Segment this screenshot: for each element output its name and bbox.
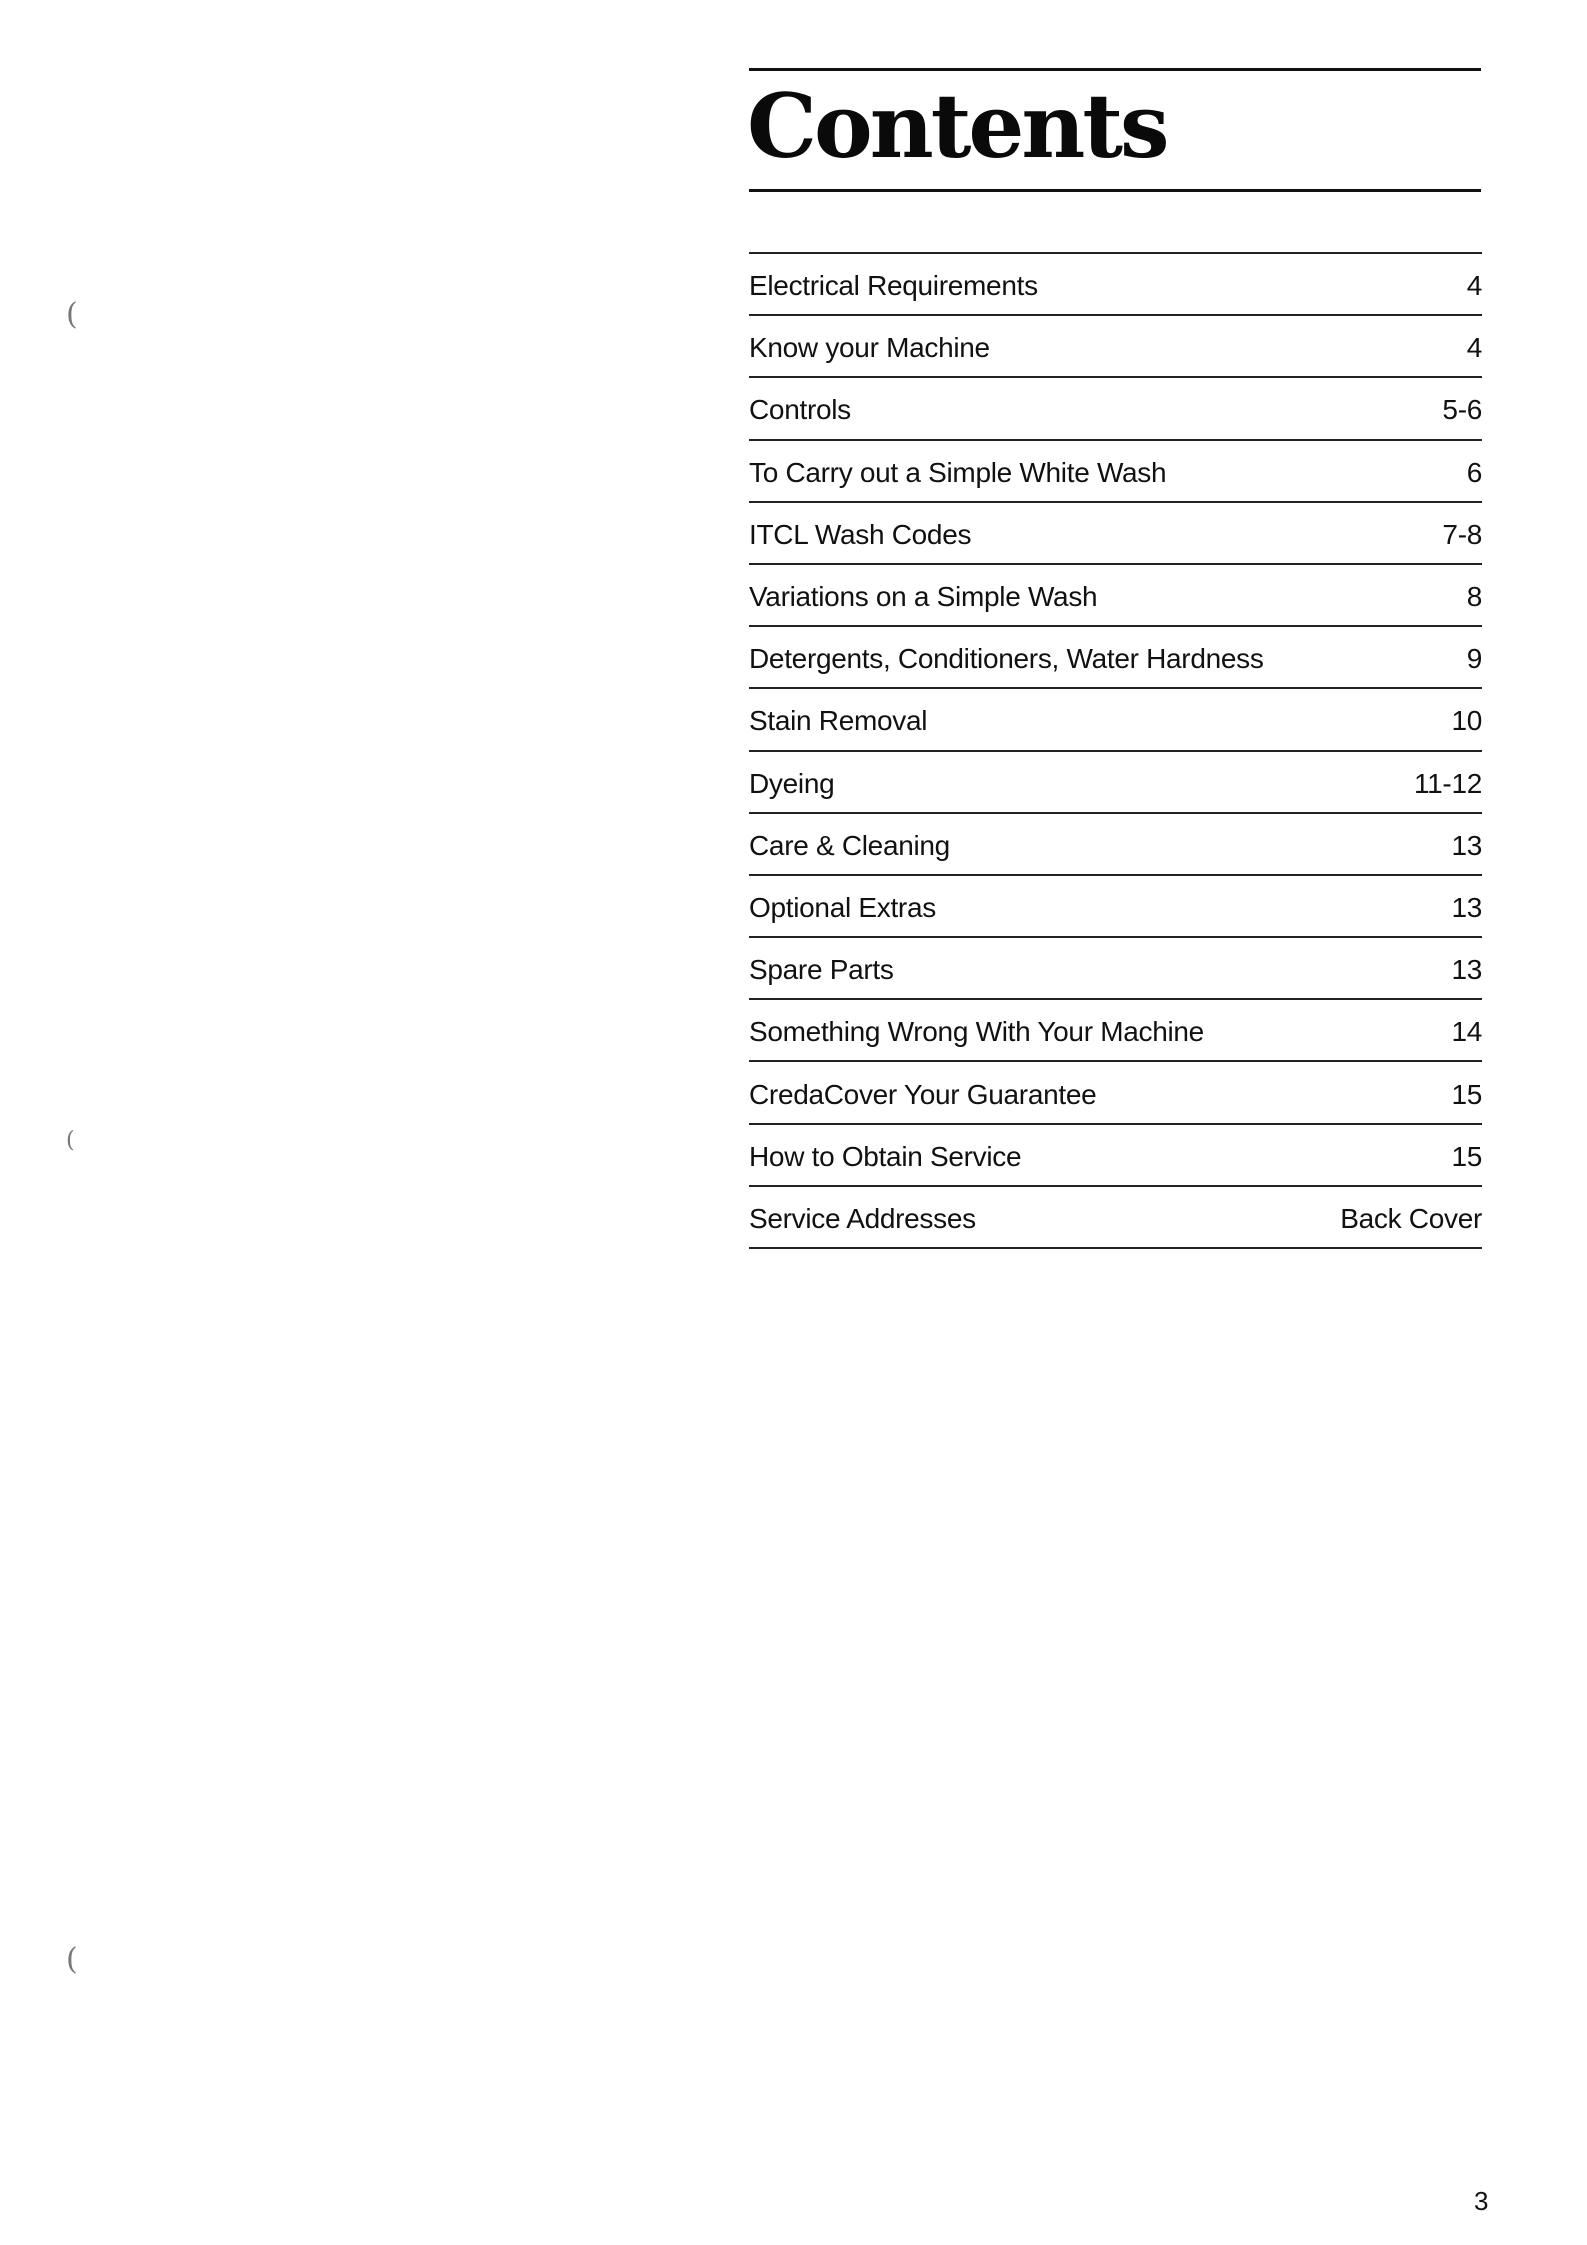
toc-entry	[749, 1000, 1482, 1062]
toc-entry	[749, 378, 1482, 440]
toc-entry-page: 14	[1451, 1016, 1482, 1048]
page-number: 3	[1474, 2186, 1489, 2216]
toc-entry	[749, 316, 1482, 378]
toc-entry	[749, 1062, 1482, 1124]
toc-entry-title: How to Obtain Service	[749, 1140, 1022, 1172]
toc-entry-page: 8	[1466, 581, 1482, 613]
toc-entry-title: To Carry out a Simple White Wash	[749, 456, 1167, 488]
toc-entry	[749, 752, 1482, 814]
toc-entry	[749, 441, 1482, 503]
toc-entry-title: Optional Extras	[749, 891, 936, 923]
margin-mark: (	[66, 1942, 78, 1977]
toc-entry-title: Electrical Requirements	[749, 270, 1038, 302]
toc-entry	[749, 1125, 1482, 1187]
toc-entry-title: ITCL Wash Codes	[749, 518, 972, 550]
margin-mark: (	[66, 297, 78, 332]
toc-entry	[749, 814, 1482, 876]
toc-entry-page: 6	[1466, 456, 1482, 488]
toc-entry-page: 9	[1466, 643, 1482, 675]
toc-entry-title: Know your Machine	[749, 332, 990, 364]
toc-entry	[749, 689, 1482, 751]
page-title: Contents	[747, 74, 1167, 178]
top-rule	[749, 68, 1481, 71]
toc-entry-page: 15	[1451, 1078, 1482, 1110]
toc-entry-title: Variations on a Simple Wash	[749, 581, 1098, 613]
toc-entry	[749, 876, 1482, 938]
toc-entry-title: Stain Removal	[749, 705, 928, 737]
toc-entry	[749, 938, 1482, 1000]
toc-entry-title: CredaCover Your Guarantee	[749, 1078, 1097, 1110]
toc-entry-page: 5-6	[1442, 394, 1482, 426]
toc-entry	[749, 627, 1482, 689]
toc-entry-title: Controls	[749, 394, 851, 426]
toc-entry-page: 13	[1451, 891, 1482, 923]
toc-entry	[749, 1187, 1482, 1249]
title-rule	[749, 189, 1481, 192]
toc-entry-title: Dyeing	[749, 767, 835, 799]
toc-entry-page: 13	[1451, 954, 1482, 986]
table-of-contents	[749, 252, 1482, 1249]
toc-entry-page: 10	[1451, 705, 1482, 737]
toc-entry-title: Something Wrong With Your Machine	[749, 1016, 1204, 1048]
margin-mark: (	[66, 1128, 75, 1153]
toc-entry-page: 7-8	[1442, 518, 1482, 550]
toc-entry-page: 4	[1466, 332, 1482, 364]
toc-entry-title: Detergents, Conditioners, Water Hardness	[749, 643, 1264, 675]
toc-entry	[749, 565, 1482, 627]
toc-entry-page: Back Cover	[1340, 1202, 1482, 1234]
toc-entry-title: Care & Cleaning	[749, 829, 950, 861]
toc-entry-title: Spare Parts	[749, 954, 894, 986]
toc-entry	[749, 503, 1482, 565]
toc-entry	[749, 254, 1482, 316]
toc-entry-page: 15	[1451, 1140, 1482, 1172]
toc-entry-page: 13	[1451, 829, 1482, 861]
toc-entry-page: 4	[1466, 270, 1482, 302]
toc-entry-page: 11-12	[1413, 767, 1482, 799]
toc-entry-title: Service Addresses	[749, 1202, 976, 1234]
